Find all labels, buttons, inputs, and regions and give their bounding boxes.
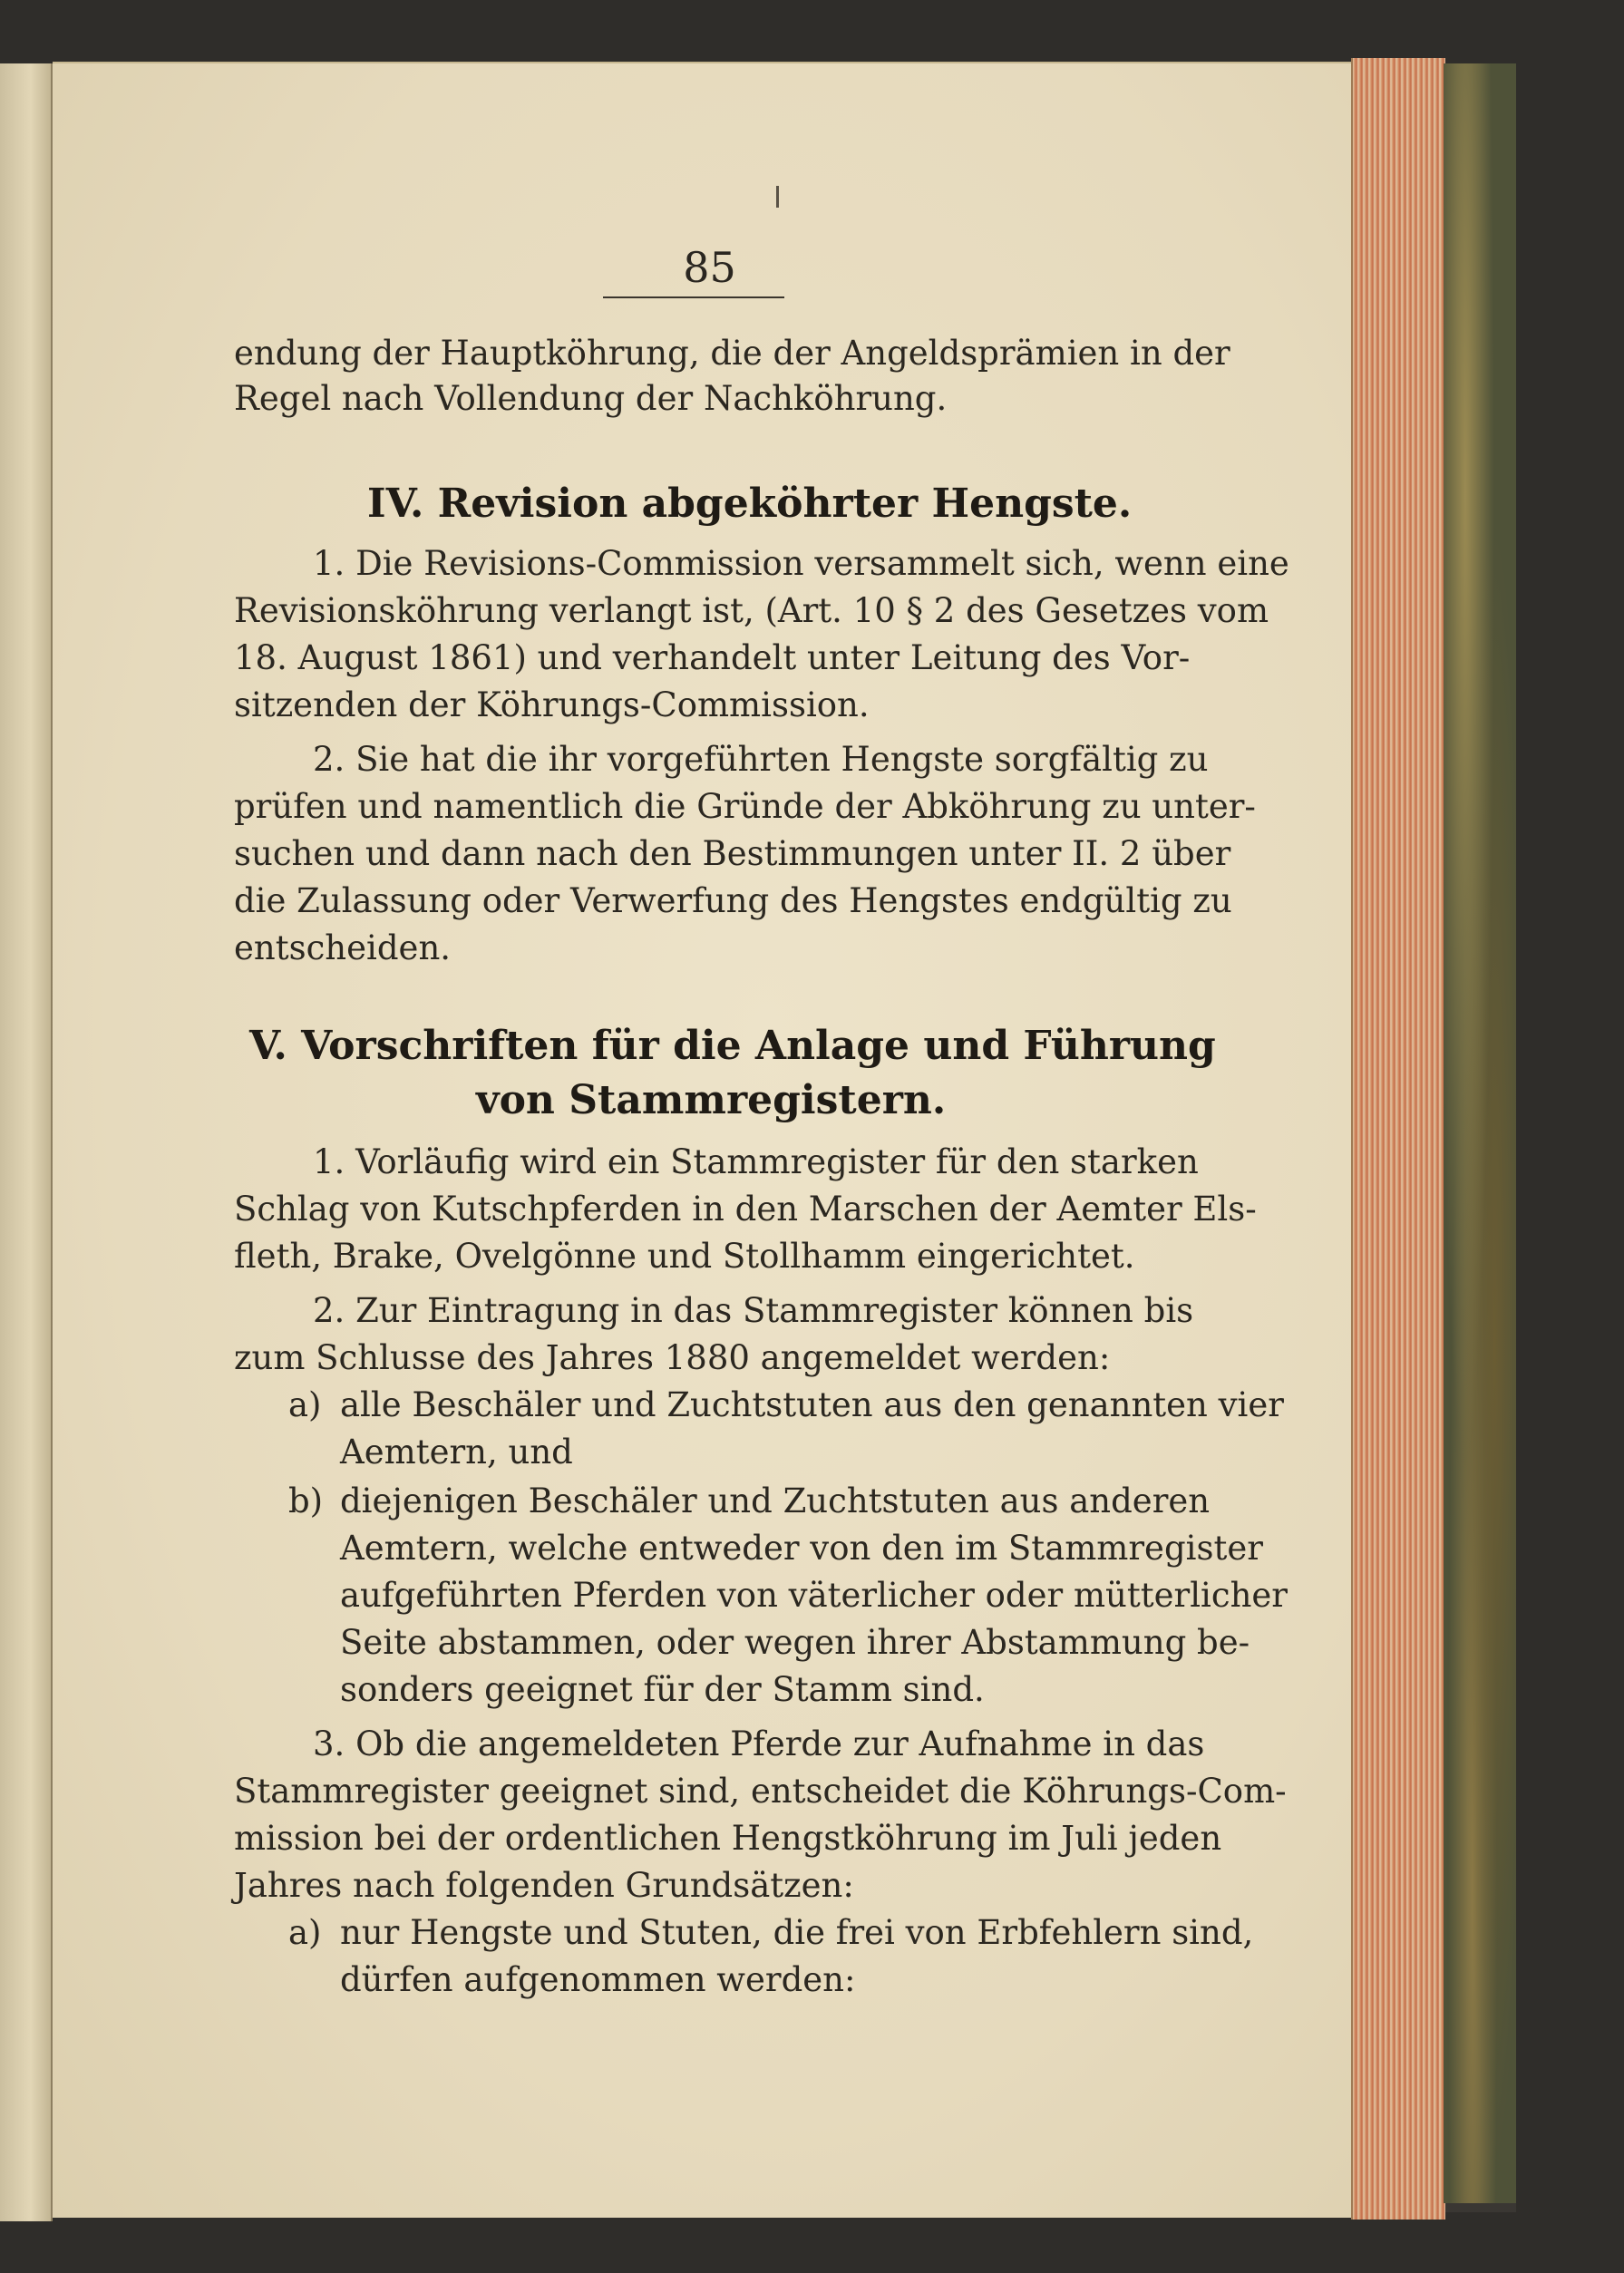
paragraph-line: die Zulassung oder Verwerfung des Hengstes endgültig zu <box>234 881 1232 920</box>
section-heading-v: von Stammregistern. <box>476 1077 947 1123</box>
list-item-line: nur Hengste und Stuten, die frei von Erbfehlern sind, <box>340 1913 1254 1952</box>
stray-pencil-mark <box>776 186 779 208</box>
page-block-edges <box>1351 58 1445 2220</box>
list-label: b) <box>288 1481 324 1520</box>
list-item-line: Seite abstammen, oder wegen ihrer Abstammung be- <box>340 1623 1250 1662</box>
intro-line: endung der Hauptköhrung, die der Angeldsprämien in der <box>234 334 1230 373</box>
marbled-cover <box>1444 63 1516 2203</box>
paragraph-line: mission bei der ordentlichen Hengstköhrung im Juli jeden <box>234 1819 1222 1858</box>
list-item-line: alle Beschäler und Zuchtstuten aus den genannten vier <box>340 1385 1284 1424</box>
paragraph-line: 18. August 1861) und verhandelt unter Leitung des Vor- <box>234 638 1191 677</box>
list-item-line: aufgeführten Pferden von väterlicher oder mütterlicher <box>340 1576 1288 1615</box>
paragraph-line: suchen und dann nach den Bestimmungen unter II. 2 über <box>234 834 1231 873</box>
header-rule <box>603 296 784 298</box>
paragraph-line: sitzenden der Köhrungs-Commission. <box>234 685 870 724</box>
paragraph-line: 2. Sie hat die ihr vorgeführten Hengste sorgfältig zu <box>313 740 1209 779</box>
paragraph-line: fleth, Brake, Ovelgönne und Stollhamm eingerichtet. <box>234 1237 1135 1276</box>
paragraph-line: Revisionsköhrung verlangt ist, (Art. 10 § 2 des Gesetzes vom <box>234 591 1269 630</box>
paragraph-line: Stammregister geeignet sind, entscheidet die Köhrungs-Com- <box>234 1772 1287 1811</box>
list-item-line: Aemtern, und <box>340 1433 573 1472</box>
facing-page-edge <box>0 63 53 2221</box>
list-label: a) <box>288 1913 322 1952</box>
list-item-line: dürfen aufgenommen werden: <box>340 1960 856 1999</box>
list-item-line: diejenigen Beschäler und Zuchtstuten aus anderen <box>340 1481 1211 1520</box>
paragraph-line: 1. Vorläufig wird ein Stammregister für den starken <box>313 1142 1199 1181</box>
paragraph-line: Jahres nach folgenden Grundsätzen: <box>234 1866 854 1905</box>
list-label: a) <box>288 1385 322 1424</box>
scan-background-bottom <box>0 2212 1624 2273</box>
section-heading-v: V. Vorschriften für die Anlage und Führung <box>249 1023 1216 1069</box>
scan-background-top <box>0 0 1624 63</box>
paragraph-line: 3. Ob die angemeldeten Pferde zur Aufnahme in das <box>313 1724 1205 1763</box>
paragraph-line: 1. Die Revisions-Commission versammelt sich, wenn eine <box>313 544 1289 583</box>
list-item-line: Aemtern, welche entweder von den im Stammregister <box>340 1529 1263 1568</box>
section-heading-iv: IV. Revision abgeköhrter Hengste. <box>367 481 1133 527</box>
paragraph-line: zum Schlusse des Jahres 1880 angemeldet werden: <box>234 1338 1111 1377</box>
paragraph-line: 2. Zur Eintragung in das Stammregister können bis <box>313 1291 1194 1330</box>
scan-background-right <box>1516 63 1624 2212</box>
intro-line: Regel nach Vollendung der Nachköhrung. <box>234 379 948 418</box>
paragraph-line: prüfen und namentlich die Gründe der Abköhrung zu unter- <box>234 787 1256 826</box>
paragraph-line: entscheiden. <box>234 928 452 967</box>
page-number: 85 <box>683 243 736 292</box>
paragraph-line: Schlag von Kutschpferden in den Marschen der Aemter Els- <box>234 1190 1257 1229</box>
list-item-line: sonders geeignet für der Stamm sind. <box>340 1670 985 1709</box>
